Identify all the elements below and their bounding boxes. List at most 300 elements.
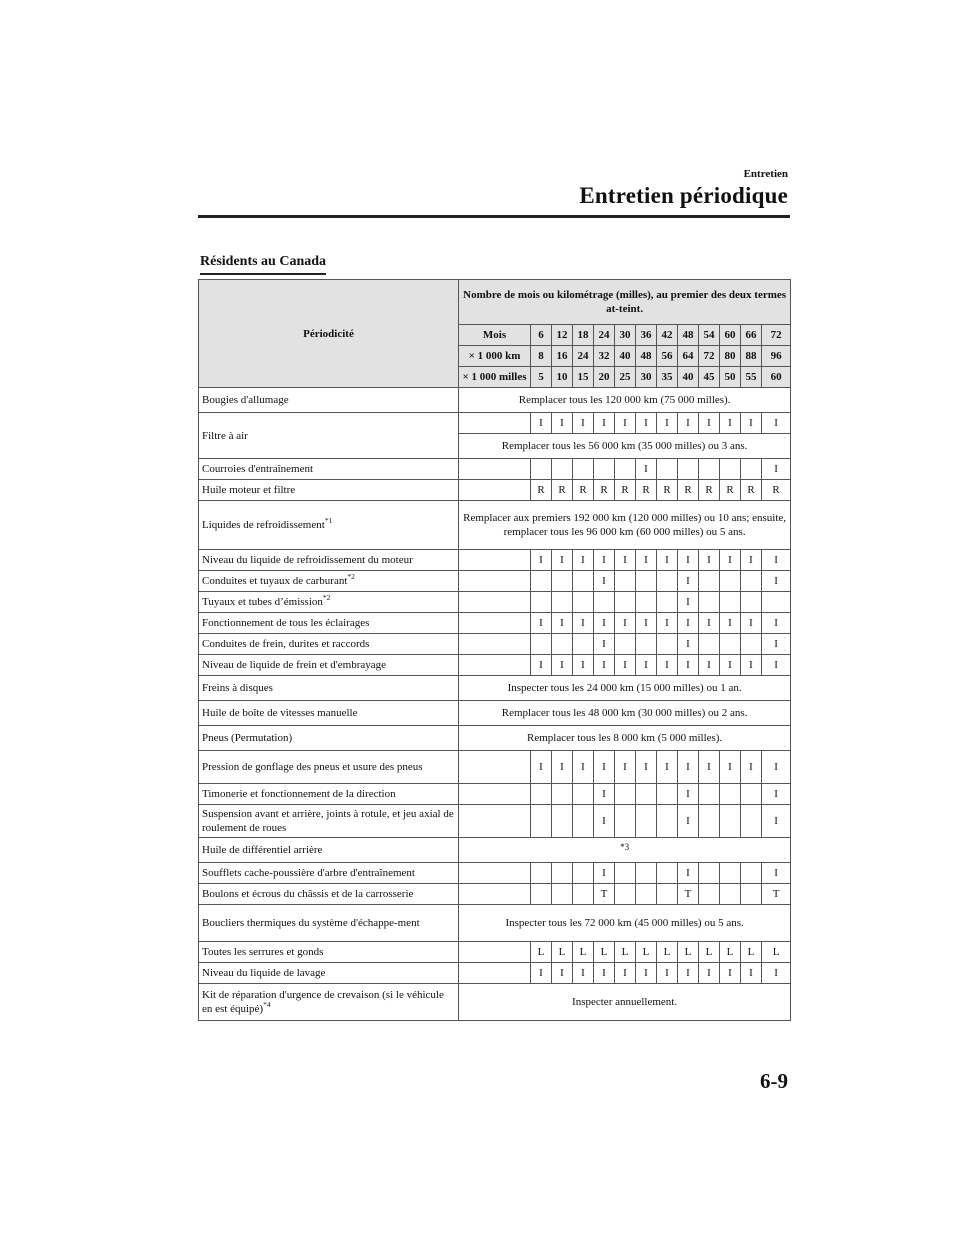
- schedule-cell: I: [657, 550, 678, 571]
- schedule-cell: I: [720, 550, 741, 571]
- schedule-cell: I: [552, 613, 573, 634]
- spacer-cell: [459, 784, 531, 805]
- schedule-cell: I: [636, 413, 657, 434]
- schedule-cell: [699, 805, 720, 838]
- spacer-cell: [459, 963, 531, 984]
- schedule-cell: I: [741, 550, 762, 571]
- spacer-cell: [459, 592, 531, 613]
- km-cell: 48: [636, 346, 657, 367]
- item-label: Freins à disques: [199, 676, 459, 701]
- table-row: [199, 838, 791, 863]
- schedule-cell: [552, 884, 573, 905]
- interval-instruction: Remplacer tous les 120 000 km (75 000 milles).: [459, 388, 791, 413]
- schedule-cell: I: [678, 863, 699, 884]
- schedule-cell: I: [699, 751, 720, 784]
- schedule-cell: I: [762, 634, 791, 655]
- section-title: Résidents au Canada: [200, 254, 326, 275]
- schedule-cell: [573, 459, 594, 480]
- schedule-cell: [741, 884, 762, 905]
- schedule-cell: [720, 805, 741, 838]
- table-row: [199, 571, 791, 592]
- schedule-cell: [657, 592, 678, 613]
- km-cell: 8: [531, 346, 552, 367]
- schedule-cell: L: [678, 942, 699, 963]
- table-row: [199, 459, 791, 480]
- schedule-cell: [573, 805, 594, 838]
- month-cell: 54: [699, 325, 720, 346]
- spacer-cell: [459, 884, 531, 905]
- schedule-cell: R: [720, 480, 741, 501]
- table-row: [199, 805, 791, 838]
- item-label: Conduites et tuyaux de carburant$^{*2}$: [199, 571, 459, 592]
- schedule-cell: I: [720, 751, 741, 784]
- interval-caption: Nombre de mois ou kilométrage (milles), au premier des deux termes at-teint.: [459, 280, 791, 325]
- schedule-cell: T: [678, 884, 699, 905]
- miles-label: × 1 000 milles: [459, 367, 531, 388]
- schedule-cell: [594, 592, 615, 613]
- schedule-cell: I: [531, 550, 552, 571]
- chapter-label: Entretien: [743, 168, 788, 180]
- month-cell: 6: [531, 325, 552, 346]
- schedule-cell: I: [594, 550, 615, 571]
- schedule-cell: I: [678, 655, 699, 676]
- interval-instruction: Inspecter tous les 24 000 km (15 000 milles) ou 1 an.: [459, 676, 791, 701]
- interval-instruction: Inspecter tous les 72 000 km (45 000 milles) ou 5 ans.: [459, 905, 791, 942]
- item-label: Courroies d'entraînement: [199, 459, 459, 480]
- schedule-cell: I: [573, 655, 594, 676]
- schedule-cell: I: [594, 863, 615, 884]
- item-label: Tuyaux et tubes d’émission$^{*2}$: [199, 592, 459, 613]
- table-row: [199, 634, 791, 655]
- schedule-cell: [657, 784, 678, 805]
- item-label: Kit de réparation d'urgence de crevaison (si le véhicule en est équipé)$^{*4}$: [199, 984, 459, 1021]
- item-label: Huile de différentiel arrière: [199, 838, 459, 863]
- schedule-cell: R: [699, 480, 720, 501]
- interval-instruction: Remplacer tous les 8 000 km (5 000 milles).: [459, 726, 791, 751]
- schedule-cell: [594, 459, 615, 480]
- item-label: Soufflets cache-poussière d'arbre d'entraînement: [199, 863, 459, 884]
- schedule-cell: I: [615, 550, 636, 571]
- item-label: Huile de boîte de vitesses manuelle: [199, 701, 459, 726]
- schedule-cell: I: [657, 751, 678, 784]
- km-cell: 72: [699, 346, 720, 367]
- item-label: Filtre à air: [199, 413, 459, 459]
- schedule-cell: R: [594, 480, 615, 501]
- table-row: [199, 613, 791, 634]
- schedule-cell: [531, 571, 552, 592]
- footnote-marker: *2: [322, 593, 331, 602]
- km-cell: 40: [615, 346, 636, 367]
- item-label: Fonctionnement de tous les éclairages: [199, 613, 459, 634]
- schedule-cell: [636, 863, 657, 884]
- schedule-cell: R: [762, 480, 791, 501]
- schedule-cell: [552, 459, 573, 480]
- page-number: 6-9: [760, 1069, 788, 1093]
- schedule-cell: [720, 592, 741, 613]
- schedule-cell: I: [699, 963, 720, 984]
- schedule-cell: [699, 592, 720, 613]
- spacer-cell: [459, 613, 531, 634]
- schedule-cell: I: [573, 413, 594, 434]
- miles-cell: 55: [741, 367, 762, 388]
- schedule-cell: R: [636, 480, 657, 501]
- schedule-cell: R: [531, 480, 552, 501]
- table-row: [199, 863, 791, 884]
- spacer-cell: [459, 413, 531, 434]
- table-row: [199, 676, 791, 701]
- schedule-cell: [573, 784, 594, 805]
- interval-instruction: Remplacer tous les 56 000 km (35 000 milles) ou 3 ans.: [459, 434, 791, 459]
- table-row: [199, 784, 791, 805]
- month-cell: 18: [573, 325, 594, 346]
- schedule-cell: [573, 863, 594, 884]
- schedule-cell: I: [636, 963, 657, 984]
- item-label: Boucliers thermiques du système d'échappe-ment: [199, 905, 459, 942]
- schedule-cell: [720, 884, 741, 905]
- spacer-cell: [459, 655, 531, 676]
- schedule-cell: L: [720, 942, 741, 963]
- schedule-cell: [615, 784, 636, 805]
- miles-cell: 25: [615, 367, 636, 388]
- schedule-cell: I: [657, 655, 678, 676]
- item-label: Toutes les serrures et gonds: [199, 942, 459, 963]
- schedule-cell: I: [741, 963, 762, 984]
- schedule-cell: [615, 459, 636, 480]
- schedule-cell: [531, 884, 552, 905]
- schedule-cell: [531, 459, 552, 480]
- schedule-cell: R: [615, 480, 636, 501]
- schedule-cell: I: [720, 413, 741, 434]
- schedule-cell: [699, 884, 720, 905]
- maintenance-schedule-table: [198, 279, 791, 1021]
- schedule-cell: [720, 459, 741, 480]
- period-header: Périodicité: [199, 280, 459, 388]
- schedule-cell: [615, 805, 636, 838]
- schedule-cell: [531, 592, 552, 613]
- schedule-cell: I: [741, 413, 762, 434]
- schedule-cell: I: [552, 413, 573, 434]
- schedule-cell: [636, 884, 657, 905]
- month-cell: 72: [762, 325, 791, 346]
- schedule-cell: [552, 571, 573, 592]
- schedule-cell: I: [741, 655, 762, 676]
- table-row: [199, 550, 791, 571]
- schedule-cell: [741, 634, 762, 655]
- month-cell: 24: [594, 325, 615, 346]
- page-title: Entretien périodique: [579, 183, 788, 208]
- schedule-cell: I: [699, 413, 720, 434]
- schedule-cell: [657, 459, 678, 480]
- schedule-cell: I: [573, 751, 594, 784]
- schedule-cell: I: [615, 963, 636, 984]
- schedule-cell: I: [615, 751, 636, 784]
- schedule-cell: [657, 863, 678, 884]
- item-label: Huile moteur et filtre: [199, 480, 459, 501]
- schedule-cell: L: [615, 942, 636, 963]
- schedule-cell: I: [636, 550, 657, 571]
- footnote-marker: *4: [263, 1000, 271, 1009]
- spacer-cell: [459, 863, 531, 884]
- item-label: Pneus (Permutation): [199, 726, 459, 751]
- schedule-cell: [699, 784, 720, 805]
- table-row: [199, 655, 791, 676]
- schedule-cell: I: [594, 751, 615, 784]
- spacer-cell: [459, 751, 531, 784]
- schedule-cell: [636, 634, 657, 655]
- schedule-cell: [720, 863, 741, 884]
- km-cell: 56: [657, 346, 678, 367]
- item-label: Niveau du liquide de refroidissement du moteur: [199, 550, 459, 571]
- schedule-cell: I: [762, 571, 791, 592]
- month-cell: 48: [678, 325, 699, 346]
- schedule-cell: I: [594, 805, 615, 838]
- schedule-cell: [531, 634, 552, 655]
- schedule-cell: I: [573, 550, 594, 571]
- schedule-cell: L: [741, 942, 762, 963]
- header-rule: [198, 215, 790, 218]
- footnote-reference: *3: [459, 838, 791, 863]
- table-row: [199, 963, 791, 984]
- schedule-cell: I: [762, 963, 791, 984]
- table-row: [199, 884, 791, 905]
- schedule-cell: I: [678, 751, 699, 784]
- schedule-cell: I: [594, 413, 615, 434]
- schedule-cell: [657, 805, 678, 838]
- km-cell: 16: [552, 346, 573, 367]
- schedule-cell: [573, 592, 594, 613]
- item-label: Pression de gonflage des pneus et usure des pneus: [199, 751, 459, 784]
- schedule-cell: [636, 805, 657, 838]
- miles-cell: 35: [657, 367, 678, 388]
- schedule-cell: I: [762, 613, 791, 634]
- schedule-cell: [699, 863, 720, 884]
- schedule-cell: I: [552, 655, 573, 676]
- schedule-cell: I: [615, 613, 636, 634]
- schedule-cell: I: [762, 805, 791, 838]
- table-row: [199, 701, 791, 726]
- schedule-cell: I: [657, 613, 678, 634]
- schedule-cell: I: [531, 655, 552, 676]
- schedule-cell: [636, 571, 657, 592]
- schedule-cell: [636, 784, 657, 805]
- table-row: [199, 751, 791, 784]
- schedule-cell: I: [678, 413, 699, 434]
- schedule-cell: [741, 459, 762, 480]
- schedule-cell: I: [636, 613, 657, 634]
- item-label: Niveau du liquide de lavage: [199, 963, 459, 984]
- schedule-cell: I: [678, 784, 699, 805]
- interval-instruction: Inspecter annuellement.: [459, 984, 791, 1021]
- schedule-cell: [678, 459, 699, 480]
- schedule-cell: [615, 884, 636, 905]
- schedule-cell: I: [531, 963, 552, 984]
- miles-cell: 45: [699, 367, 720, 388]
- schedule-cell: [573, 884, 594, 905]
- interval-instruction: Remplacer tous les 48 000 km (30 000 milles) ou 2 ans.: [459, 701, 791, 726]
- km-cell: 88: [741, 346, 762, 367]
- item-label: Suspension avant et arrière, joints à rotule, et jeu axial de roulement de roues: [199, 805, 459, 838]
- schedule-cell: I: [762, 413, 791, 434]
- schedule-cell: [615, 634, 636, 655]
- miles-cell: 50: [720, 367, 741, 388]
- km-cell: 32: [594, 346, 615, 367]
- schedule-cell: [741, 592, 762, 613]
- schedule-cell: [552, 863, 573, 884]
- schedule-cell: I: [762, 550, 791, 571]
- schedule-cell: [741, 863, 762, 884]
- schedule-cell: L: [552, 942, 573, 963]
- table-row: [199, 592, 791, 613]
- interval-instruction: Remplacer aux premiers 192 000 km (120 000 milles) ou 10 ans; ensuite, remplacer tous les 96 000 km (60 000 milles) ou 5 ans.: [459, 501, 791, 550]
- schedule-cell: L: [636, 942, 657, 963]
- footnote-marker: *2: [347, 572, 355, 581]
- month-cell: 36: [636, 325, 657, 346]
- schedule-cell: I: [594, 655, 615, 676]
- schedule-cell: [720, 634, 741, 655]
- schedule-cell: [720, 784, 741, 805]
- km-label: × 1 000 km: [459, 346, 531, 367]
- schedule-cell: L: [573, 942, 594, 963]
- schedule-cell: R: [552, 480, 573, 501]
- schedule-cell: I: [762, 863, 791, 884]
- schedule-cell: I: [741, 613, 762, 634]
- schedule-cell: R: [741, 480, 762, 501]
- miles-cell: 60: [762, 367, 791, 388]
- schedule-cell: I: [720, 655, 741, 676]
- schedule-cell: I: [594, 613, 615, 634]
- schedule-cell: I: [615, 413, 636, 434]
- schedule-cell: I: [573, 613, 594, 634]
- schedule-cell: [573, 634, 594, 655]
- spacer-cell: [459, 550, 531, 571]
- schedule-cell: I: [762, 751, 791, 784]
- schedule-cell: L: [531, 942, 552, 963]
- spacer-cell: [459, 942, 531, 963]
- spacer-cell: [459, 480, 531, 501]
- schedule-cell: I: [741, 751, 762, 784]
- spacer-cell: [459, 805, 531, 838]
- schedule-cell: I: [615, 655, 636, 676]
- schedule-cell: I: [636, 459, 657, 480]
- schedule-cell: I: [678, 550, 699, 571]
- schedule-cell: I: [594, 784, 615, 805]
- spacer-cell: [459, 634, 531, 655]
- schedule-cell: [531, 805, 552, 838]
- schedule-cell: I: [594, 963, 615, 984]
- schedule-cell: [741, 805, 762, 838]
- schedule-cell: [699, 571, 720, 592]
- schedule-cell: [636, 592, 657, 613]
- schedule-cell: R: [657, 480, 678, 501]
- schedule-cell: [573, 571, 594, 592]
- schedule-cell: [552, 634, 573, 655]
- footnote-marker: *1: [324, 516, 333, 525]
- item-label: Liquides de refroidissement$^{*1}$: [199, 501, 459, 550]
- schedule-cell: [615, 571, 636, 592]
- spacer-cell: [459, 459, 531, 480]
- miles-cell: 20: [594, 367, 615, 388]
- table-row: [199, 942, 791, 963]
- schedule-cell: T: [762, 884, 791, 905]
- schedule-cell: L: [762, 942, 791, 963]
- schedule-cell: I: [699, 613, 720, 634]
- schedule-cell: L: [699, 942, 720, 963]
- schedule-cell: [657, 884, 678, 905]
- schedule-cell: I: [531, 613, 552, 634]
- schedule-cell: I: [636, 751, 657, 784]
- km-cell: 80: [720, 346, 741, 367]
- schedule-cell: [615, 592, 636, 613]
- schedule-cell: I: [762, 459, 791, 480]
- schedule-cell: I: [699, 550, 720, 571]
- schedule-cell: I: [552, 550, 573, 571]
- schedule-cell: I: [657, 963, 678, 984]
- schedule-cell: I: [678, 613, 699, 634]
- item-label: Bougies d'allumage: [199, 388, 459, 413]
- schedule-cell: I: [594, 571, 615, 592]
- table-row: [199, 501, 791, 550]
- schedule-cell: I: [531, 751, 552, 784]
- item-label: Conduites de frein, durites et raccords: [199, 634, 459, 655]
- schedule-cell: I: [699, 655, 720, 676]
- miles-cell: 15: [573, 367, 594, 388]
- schedule-cell: [552, 784, 573, 805]
- schedule-cell: [657, 634, 678, 655]
- schedule-cell: [531, 863, 552, 884]
- schedule-cell: I: [678, 571, 699, 592]
- schedule-cell: [552, 805, 573, 838]
- schedule-cell: I: [594, 634, 615, 655]
- table-row: [199, 726, 791, 751]
- table-row: [199, 984, 791, 1021]
- schedule-cell: [552, 592, 573, 613]
- miles-cell: 40: [678, 367, 699, 388]
- table-row: [199, 413, 791, 434]
- schedule-cell: L: [594, 942, 615, 963]
- month-cell: 12: [552, 325, 573, 346]
- schedule-cell: I: [552, 963, 573, 984]
- month-cell: 30: [615, 325, 636, 346]
- schedule-cell: R: [678, 480, 699, 501]
- miles-cell: 5: [531, 367, 552, 388]
- schedule-cell: [741, 784, 762, 805]
- km-cell: 64: [678, 346, 699, 367]
- table-row: [199, 480, 791, 501]
- schedule-cell: [720, 571, 741, 592]
- schedule-cell: L: [657, 942, 678, 963]
- schedule-cell: I: [678, 592, 699, 613]
- month-cell: 60: [720, 325, 741, 346]
- schedule-cell: [657, 571, 678, 592]
- schedule-cell: I: [678, 963, 699, 984]
- miles-cell: 10: [552, 367, 573, 388]
- table-row: [199, 905, 791, 942]
- schedule-cell: [762, 592, 791, 613]
- month-cell: 42: [657, 325, 678, 346]
- schedule-cell: I: [720, 963, 741, 984]
- km-cell: 24: [573, 346, 594, 367]
- schedule-cell: [615, 863, 636, 884]
- table-row: [199, 388, 791, 413]
- schedule-cell: I: [552, 751, 573, 784]
- schedule-cell: R: [573, 480, 594, 501]
- schedule-cell: [699, 459, 720, 480]
- schedule-cell: I: [678, 805, 699, 838]
- item-label: Boulons et écrous du châssis et de la carrosserie: [199, 884, 459, 905]
- schedule-cell: T: [594, 884, 615, 905]
- km-cell: 96: [762, 346, 791, 367]
- months-label: Mois: [459, 325, 531, 346]
